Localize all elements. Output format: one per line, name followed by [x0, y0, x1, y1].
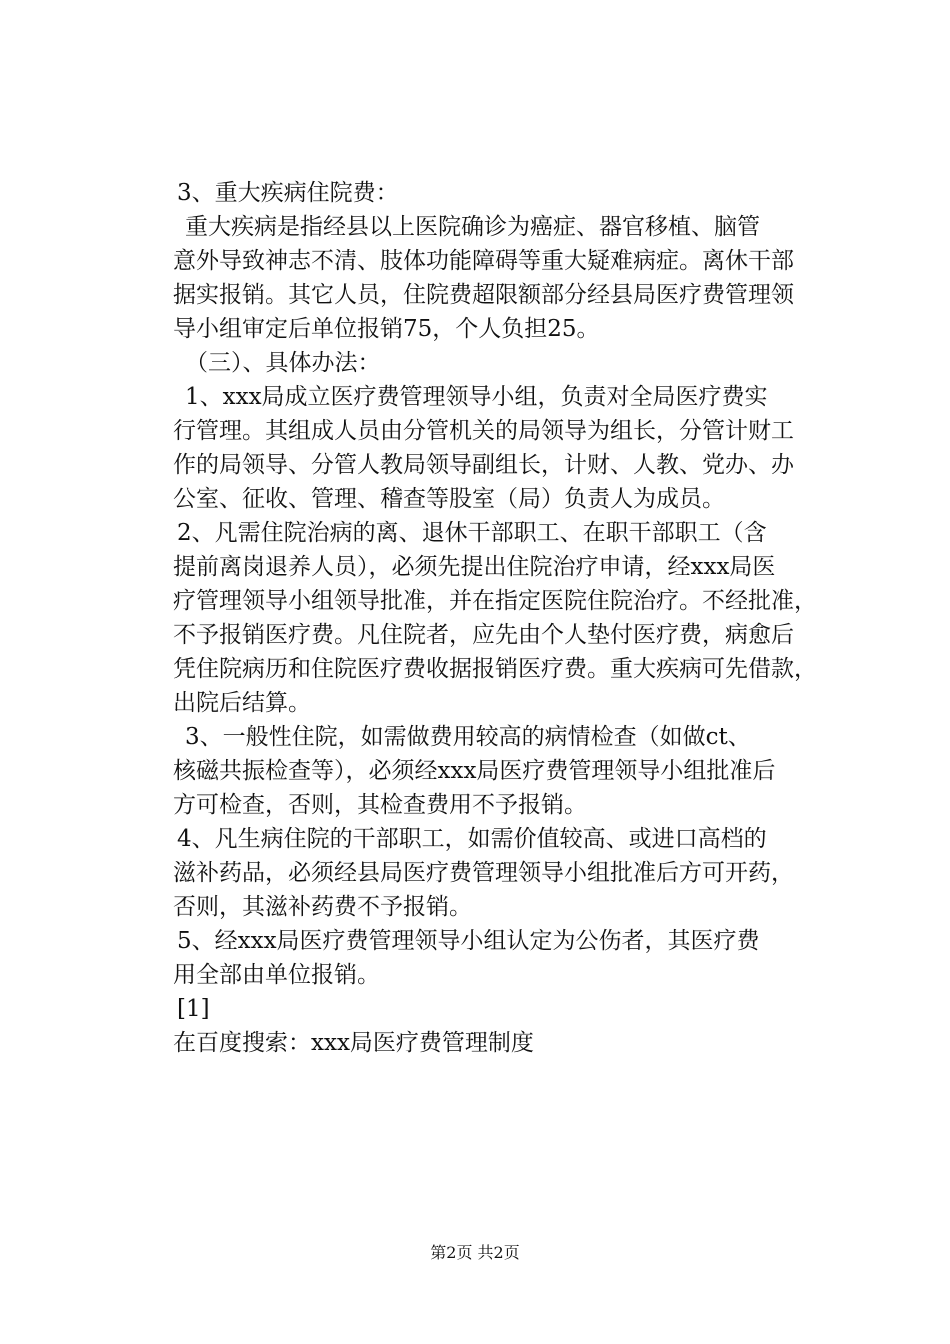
text-line: 1、xxx局成立医疗费管理领导小组，负责对全局医疗费实: [185, 384, 768, 410]
text-line: 否则，其滋补药费不予报销。: [173, 894, 472, 920]
text-line: 据实报销。其它人员，住院费超限额部分经县局医疗费管理领: [173, 282, 794, 308]
text-line: 提前离岗退养人员），必须先提出住院治疗申请，经xxx局医: [173, 554, 776, 580]
reference-marker: [1]: [177, 996, 210, 1022]
section-heading: （三）、具体办法：: [185, 350, 381, 376]
text-line: 出院后结算。: [173, 690, 311, 716]
text-line: 行管理。其组成人员由分管机关的局领导为组长，分管计财工: [173, 418, 794, 444]
text-line: 方可检查，否则，其检查费用不予报销。: [173, 792, 587, 818]
text-line: 核磁共振检查等），必须经xxx局医疗费管理领导小组批准后: [173, 758, 776, 784]
search-hint: 在百度搜索：xxx局医疗费管理制度: [173, 1030, 534, 1056]
text-line: 4、凡生病住院的干部职工，如需价值较高、或进口高档的: [177, 826, 767, 852]
text-line: 3、重大疾病住院费：: [177, 180, 399, 206]
text-line: 重大疾病是指经县以上医院确诊为癌症、器官移植、脑管: [185, 214, 760, 240]
text-line: 凭住院病历和住院医疗费收据报销医疗费。重大疾病可先借款，: [173, 656, 817, 682]
text-line: 疗管理领导小组领导批准，并在指定医院住院治疗。不经批准，: [173, 588, 817, 614]
text-line: 不予报销医疗费。凡住院者，应先由个人垫付医疗费，病愈后: [173, 622, 794, 648]
text-line: 公室、征收、管理、稽查等股室（局）负责人为成员。: [173, 486, 725, 512]
text-line: 5、经xxx局医疗费管理领导小组认定为公伤者，其医疗费: [177, 928, 760, 954]
text-line: 滋补药品，必须经县局医疗费管理领导小组批准后方可开药，: [173, 860, 794, 886]
page-footer: 第2页 共2页: [430, 1243, 520, 1262]
text-line: 意外导致神志不清、肢体功能障碍等重大疑难病症。离休干部: [173, 248, 794, 274]
text-line: 2、凡需住院治病的离、退休干部职工、在职干部职工（含: [177, 520, 767, 546]
text-line: 用全部由单位报销。: [173, 962, 380, 988]
text-line: 3、一般性住院，如需做费用较高的病情检查（如做ct、: [185, 724, 751, 750]
text-line: 导小组审定后单位报销75，个人负担25。: [173, 316, 600, 342]
text-line: 作的局领导、分管人教局领导副组长，计财、人教、党办、办: [173, 452, 794, 478]
